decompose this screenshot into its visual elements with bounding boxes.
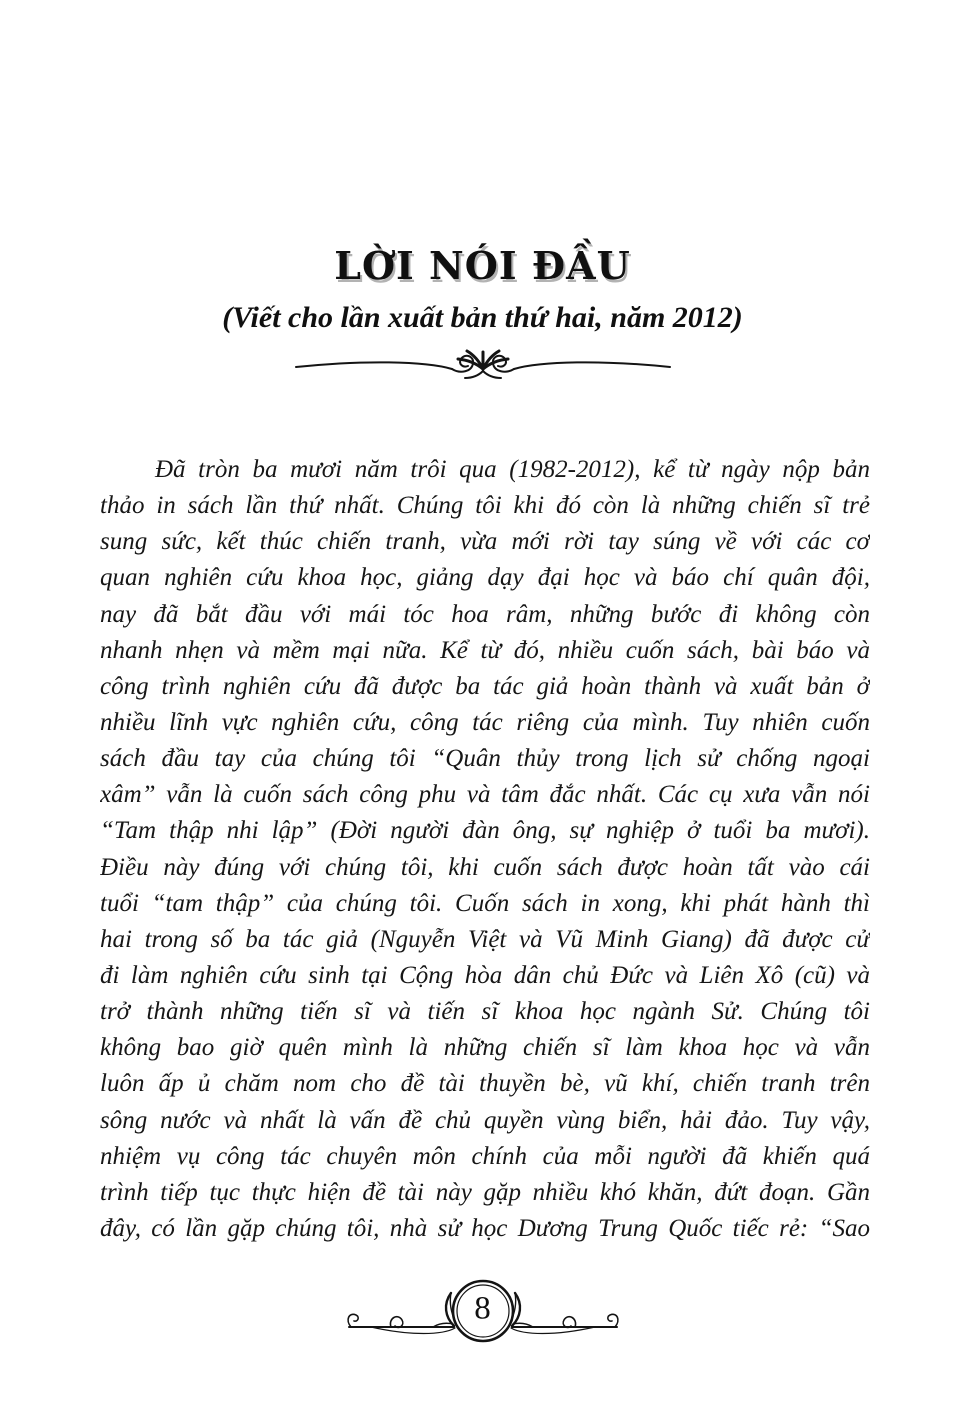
paragraph-line: tuổi “tam thập” của chúng tôi. Cuốn sách in xong, khi phát hành thì [100, 889, 870, 917]
paragraph-line: Điều này đúng với chúng tôi, khi cuốn sách được hoàn tất vào cái [100, 853, 870, 881]
paragraph-line: nhiều lĩnh vực nghiên cứu, công tác riêng của mình. Tuy nhiên cuốn [100, 708, 870, 736]
paragraph-line: hai trong số ba tác giả (Nguyễn Việt và Vũ Minh Giang) đã được cử [100, 925, 870, 953]
paragraph-line: đi làm nghiên cứu sinh tại Cộng hòa dân chủ Đức và Liên Xô (cũ) và [100, 961, 870, 989]
paragraph-line: nay đã bắt đầu với mái tóc hoa râm, những bước đi không còn [100, 600, 870, 628]
page-title: LỜI NÓI ĐẦU [334, 243, 631, 288]
paragraph-line: công trình nghiên cứu đã được ba tác giả hoàn thành và xuất bản ở [100, 672, 870, 700]
paragraph-line: luôn ấp ủ chăm nom cho đề tài thuyền bè, vũ khí, chiến tranh trên [100, 1070, 870, 1098]
paragraph-line: không bao giờ quên mình là những chiến sĩ làm khoa học và vẫn [100, 1034, 870, 1062]
page-number: 8 [474, 1290, 491, 1327]
page-footer-ornament [343, 1266, 623, 1358]
paragraph-line: xâm” vẫn là cuốn sách công phu và tâm đắc nhất. Các cụ xưa vẫn nói [100, 781, 870, 809]
paragraph-line: “Tam thập nhi lập” (Đời người đàn ông, sự nghiệp ở tuổi ba mươi). [100, 817, 870, 845]
paragraph-line: đây, có lần gặp chúng tôi, nhà sử học Dương Trung Quốc tiếc rẻ: “Sao [100, 1214, 870, 1242]
paragraph-line: sách đầu tay của chúng tôi “Quân thủy trong lịch sử chống ngoại [100, 745, 870, 773]
section-divider-ornament [293, 340, 673, 384]
paragraph-line: trình tiếp tục thực hiện đề tài này gặp nhiều khó khăn, đứt đoạn. Gần [100, 1178, 870, 1206]
paragraph-line: trở thành những tiến sĩ và tiến sĩ khoa học ngành Sử. Chúng tôi [100, 998, 870, 1026]
paragraph-line: quan nghiên cứu khoa học, giảng dạy đại học và báo chí quân đội, [100, 564, 870, 592]
paragraph-line: Đã tròn ba mươi năm trôi qua (1982-2012), kể từ ngày nộp bản [155, 456, 870, 483]
divider-flourish-icon [293, 340, 673, 384]
page-subtitle: (Viết cho lần xuất bản thứ hai, năm 2012) [222, 301, 743, 334]
paragraph-line: sông nước và nhất là vấn đề chủ quyền vùng biển, hải đảo. Tuy vậy, [100, 1106, 870, 1134]
paragraph-line: thảo in sách lần thứ nhất. Chúng tôi khi đó còn là những chiến sĩ trẻ [100, 492, 870, 520]
preface-paragraph [100, 452, 870, 1247]
paragraph-line: nhanh nhẹn và mềm mại nữa. Kể từ đó, nhiều cuốn sách, bài báo và [100, 636, 870, 664]
paragraph-line: sung sức, kết thúc chiến tranh, vừa mới rời tay súng về với các cơ [100, 528, 870, 556]
paragraph-line: nhiệm vụ công tác chuyên môn chính của mỗi người đã khiến quá [100, 1142, 870, 1170]
